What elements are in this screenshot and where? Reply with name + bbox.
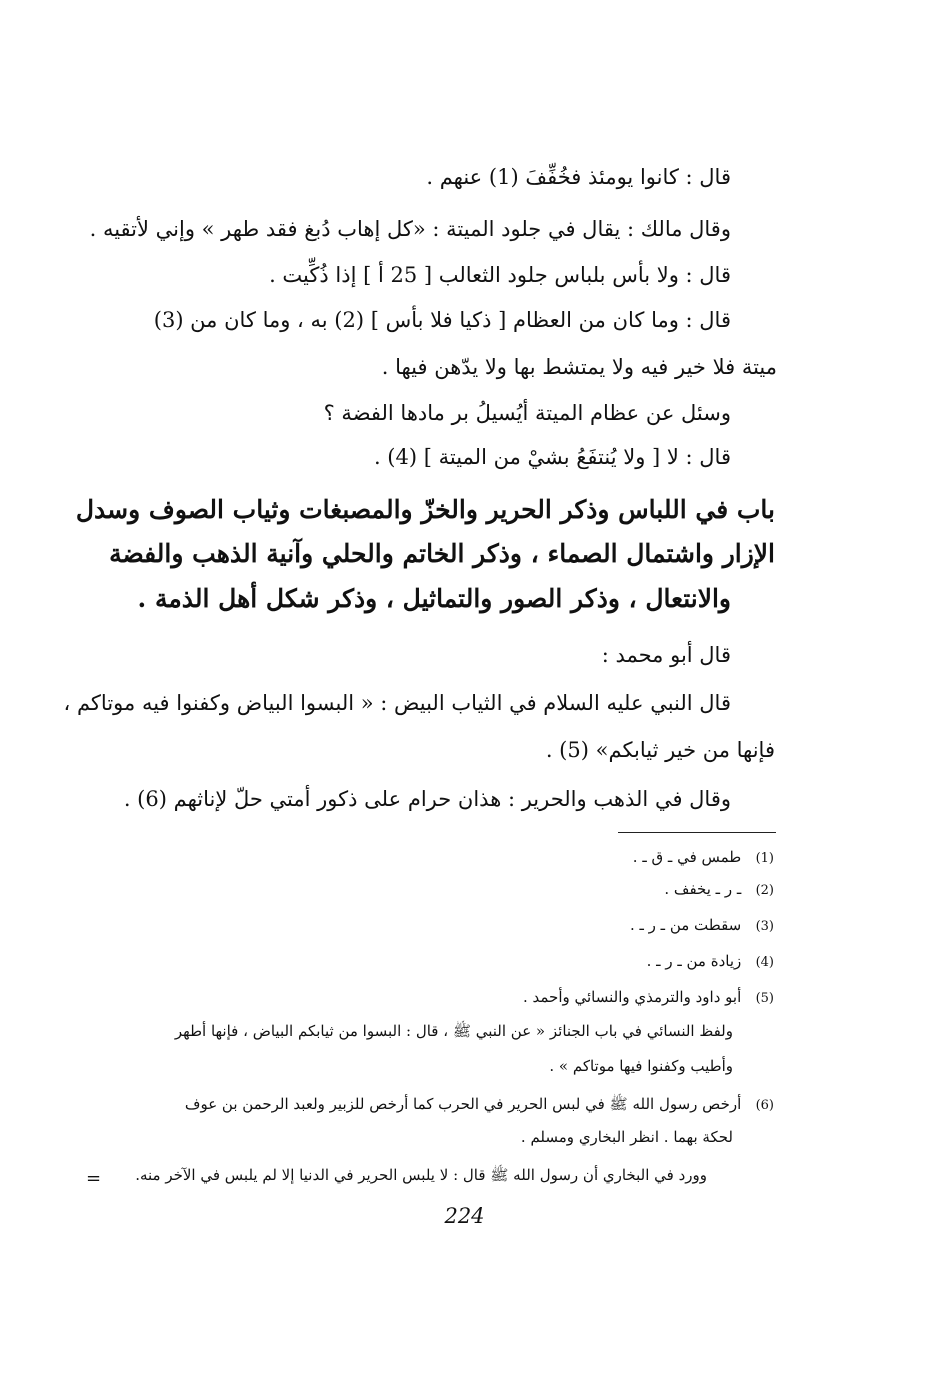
chapter-heading-line-1: باب في اللباس وذكر الحرير والخزّ والمصبغات وثياب الصوف وسدل xyxy=(75,495,775,524)
footnote-6-continuation-1: لحكة بهما . انظر البخاري ومسلم . xyxy=(520,1128,733,1146)
continuation-mark: = xyxy=(86,1168,102,1189)
footnote-text: ـ ر ـ يخفف . xyxy=(664,880,742,898)
footnote-6 xyxy=(185,1093,774,1117)
text-line-3: قال : ولا بأس بلباس جلود الثعالب [ 25 أ ] إذا ذُكِّيت . xyxy=(269,263,731,287)
footnote-text: طمس في ـ ق ـ . xyxy=(632,848,742,866)
footnote-5-continuation-1: ولفظ النسائي في باب الجنائز « عن النبي ﷺ ، قال : البسوا من ثيابكم البياض ، فإنها أطهر xyxy=(174,1022,733,1040)
footnote-5 xyxy=(523,986,774,1010)
footnote-number: (2) xyxy=(755,883,774,898)
footnote-5-continuation-2: وأطيب وكفنوا فيها موتاكم » . xyxy=(549,1057,733,1075)
footnote-4 xyxy=(647,950,774,974)
text-line-10: فإنها من خير ثيابكم» (5) . xyxy=(545,738,775,762)
text-line-5: ميتة فلا خير فيه ولا يمتشط بها ولا يدّهن فيها . xyxy=(381,355,777,379)
text-line-4: قال : وما كان من العظام [ ذكيا فلا بأس ] (2) به ، وما كان من (3) xyxy=(153,308,731,332)
text-line-2: وقال مالك : يقال في جلود الميتة : «كل إهاب دُبغ فقد طهر » وإني لأتقيه . xyxy=(89,217,731,241)
text-line-1: قال : كانوا يومئذ فخُفِّفَ (1) عنهم . xyxy=(426,165,731,189)
footnote-text: سقطت من ـ ر ـ . xyxy=(629,916,742,934)
page-number: 224 xyxy=(444,1204,485,1228)
footnote-number: (4) xyxy=(755,955,774,970)
footnote-number: (3) xyxy=(755,919,774,934)
footnote-text: زيادة من ـ ر ـ . xyxy=(646,952,742,970)
footnote-text: أبو داود والترمذي والنسائي وأحمد . xyxy=(522,988,742,1006)
text-line-8: قال أبو محمد : xyxy=(601,643,731,667)
footnote-1 xyxy=(633,846,774,870)
footnote-number: (1) xyxy=(755,851,774,866)
text-line-9: قال النبي عليه السلام في الثياب البيض : « البسوا البياض وكفنوا فيه موتاكم ، xyxy=(63,691,731,715)
chapter-heading-line-3: والانتعال ، وذكر الصور والتماثيل ، وذكر شكل أهل الذمة . xyxy=(137,584,731,613)
chapter-heading-line-2: الإزار واشتمال الصماء ، وذكر الخاتم والحلي وآنية الذهب والفضة xyxy=(109,539,775,568)
text-line-6: وسئل عن عظام الميتة أيُسيلُ بر مادها الفضة ؟ xyxy=(323,401,731,425)
footnote-text: أرخص رسول الله ﷺ في لبس الحرير في الحرب كما أرخص للزبير ولعبد الرحمن بن عوف xyxy=(184,1095,742,1113)
footnote-3 xyxy=(630,914,774,938)
footnote-2 xyxy=(664,878,774,902)
footnote-number: (6) xyxy=(755,1098,774,1113)
text-line-7: قال : لا [ ولا يُنتفَعُ بشيْ من الميتة ] (4) . xyxy=(373,445,731,469)
text-line-11: وقال في الذهب والحرير : هذان حرام على ذكور أمتي حلّ لإناثهم (6) . xyxy=(123,787,731,811)
footnote-separator xyxy=(618,832,776,833)
footnote-number: (5) xyxy=(755,991,774,1006)
footnote-6-continuation-2: وورد في البخاري أن رسول الله ﷺ قال : لا يلبس الحرير في الدنيا إلا لم يلبس في الآخر منه. xyxy=(135,1166,707,1184)
